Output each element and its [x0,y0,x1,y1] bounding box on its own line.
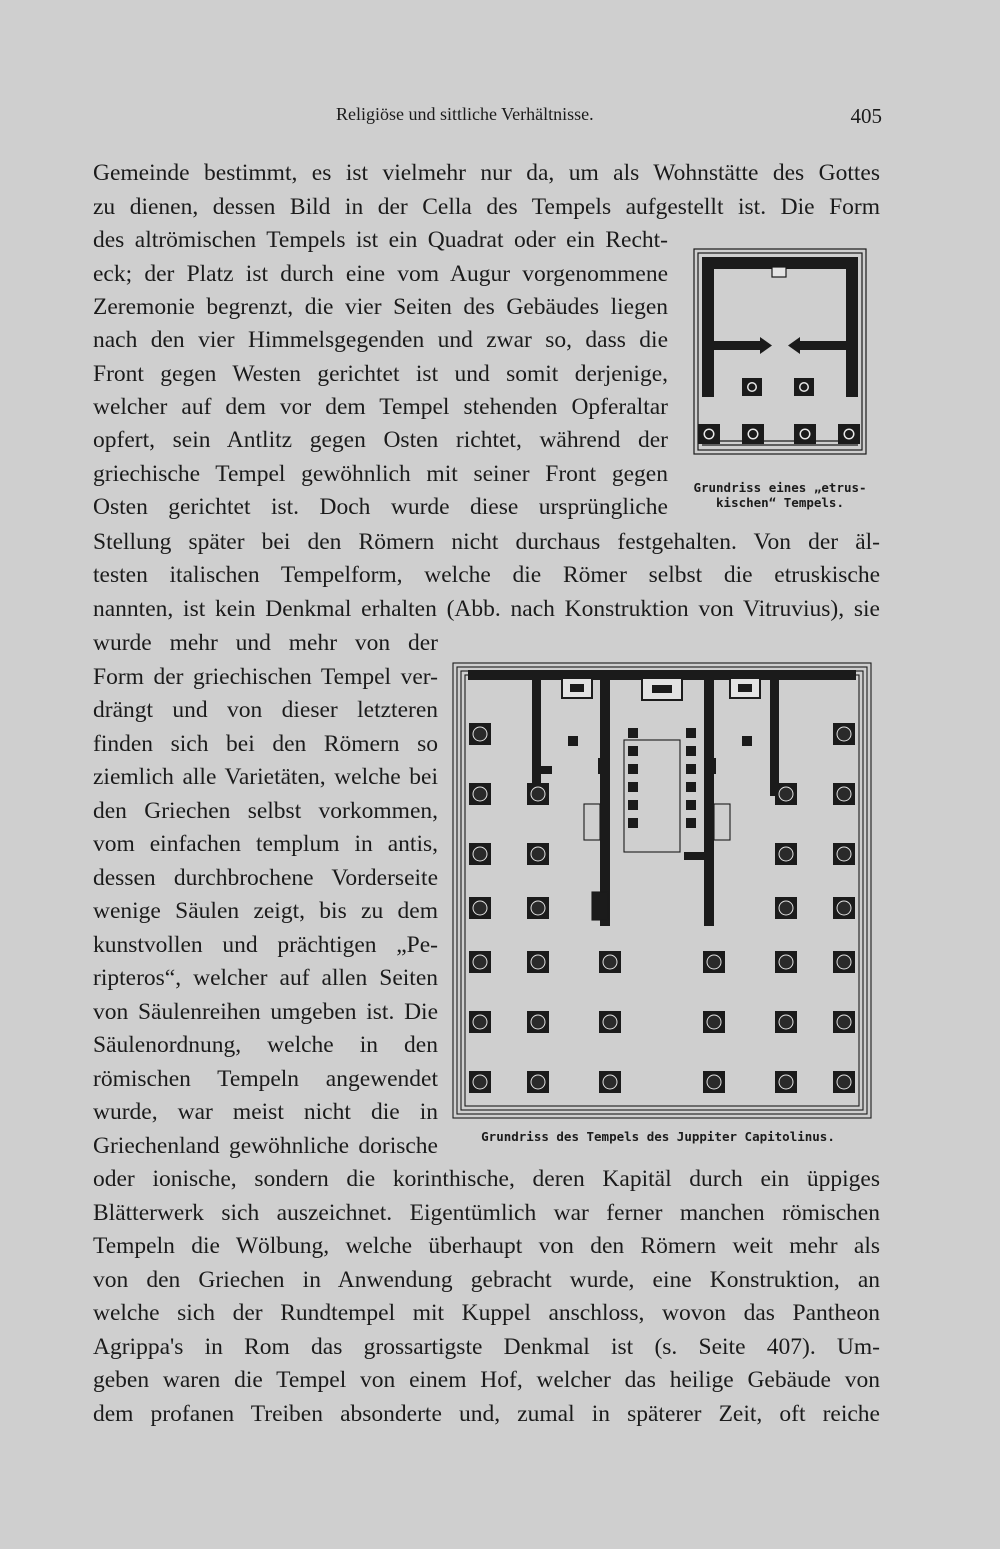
text-line: Agrippa's in Rom das grossartigste Denkmal ist (s. Seite 407). Um- [93,1334,880,1360]
etruscan-temple-plan [690,245,870,460]
text-line: römischen Tempeln angewendet [93,1066,438,1092]
column-drum [707,1075,721,1089]
column-drum [779,1015,793,1029]
column-drum [707,1015,721,1029]
text-line: eck; der Platz ist durch eine vom Augur vorgenommene [93,261,668,287]
text-line: Front gegen Westen gerichtet ist und somit derjenige, [93,361,668,387]
text-line: welcher auf dem vor dem Tempel stehenden Opferaltar [93,394,668,420]
column-drum [473,901,487,915]
capitoline-plan-caption: Grundriss des Tempels des Juppiter Capitolinus. [481,1129,835,1144]
text-line: kunstvollen und prächtigen „Pe- [93,932,438,958]
etruscan-plan-caption [680,480,880,510]
text-line: testen italischen Tempelform, welche die Römer selbst die etruskische [93,562,880,588]
text-line: oder ionische, sondern die korinthische, deren Kapitäl durch ein üppiges [93,1166,880,1192]
text-line: zu dienen, dessen Bild in der Cella des Tempels aufgestellt ist. Die Form [93,194,880,220]
text-line: opfert, sein Antlitz gegen Osten richtet, während der [93,427,668,453]
text-line: drängt und von dieser letzteren [93,697,438,723]
column-drum [837,901,851,915]
column-drum [603,1075,617,1089]
column-drum [837,1075,851,1089]
column-drum [779,847,793,861]
text-line: griechische Tempel gewöhnlich mit seiner Front gegen [93,461,668,487]
column-drum [531,955,545,969]
text-line: wurde mehr und mehr von der [93,630,438,656]
text-line: dem profanen Treiben absonderte und, zumal in späterer Zeit, oft reiche [93,1401,880,1427]
column-drum [473,787,487,801]
column-drum [837,847,851,861]
text-line: geben waren die Tempel von einem Hof, welcher das heilige Gebäude von [93,1367,880,1393]
column-drum [779,1075,793,1089]
text-line: Säulenordnung, welche in den [93,1032,438,1058]
caption-line: kischen“ Tempels. [716,495,844,510]
caption-line: Grundriss eines „etrus- [693,480,867,495]
text-line: wenige Säulen zeigt, bis zu dem [93,898,438,924]
text-line: finden sich bei den Römern so [93,731,438,757]
column-drum [779,901,793,915]
text-line: Griechenland gewöhnliche dorische [93,1133,438,1159]
text-line: nannten, ist kein Denkmal erhalten (Abb. nach Konstruktion von Vitruvius), sie [93,596,880,622]
column-drum [779,787,793,801]
column-drum [837,787,851,801]
column-drum [531,1015,545,1029]
text-line: von den Griechen in Anwendung gebracht wurde, eine Konstruktion, an [93,1267,880,1293]
column-drum [603,1015,617,1029]
column-drum [707,955,721,969]
text-line: vom einfachen templum in antis, [93,831,438,857]
column-drum [837,727,851,741]
text-line: dessen durchbrochene Vorderseite [93,865,438,891]
jupiter-capitolinus-plan [452,662,872,1119]
column-drum [837,955,851,969]
text-line: des altrömischen Tempels ist ein Quadrat oder ein Recht- [93,227,668,253]
column-drum [779,955,793,969]
column-drum [473,955,487,969]
text-line: Zeremonie begrenzt, die vier Seiten des Gebäudes liegen [93,294,668,320]
column-drum [473,727,487,741]
text-line: nach den vier Himmelsgegenden und zwar so, dass die [93,327,668,353]
text-line: Stellung später bei den Römern nicht durchaus festgehalten. Von der äl- [93,529,880,555]
text-line: ziemlich alle Varietäten, welche bei [93,764,438,790]
column-drum [837,1015,851,1029]
running-title: Religiöse und sittliche Verhältnisse. [336,104,594,124]
text-line: welche sich der Rundtempel mit Kuppel anschloss, wovon das Pantheon [93,1300,880,1326]
column-drum [531,847,545,861]
text-line: von Säulenreihen umgeben ist. Die [93,999,438,1025]
column-drum [531,787,545,801]
text-line: Tempeln die Wölbung, welche überhaupt von den Römern weit mehr als [93,1233,880,1259]
text-line: ripteros“, welcher auf allen Seiten [93,965,438,991]
column-drum [473,1015,487,1029]
column-drum [603,955,617,969]
running-header [92,104,882,132]
text-line: Form der griechischen Tempel ver- [93,664,438,690]
text-line: Blätterwerk sich auszeichnet. Eigentümlich war ferner manchen römischen [93,1200,880,1226]
text-line: Gemeinde bestimmt, es ist vielmehr nur da, um als Wohnstätte des Gottes [93,160,880,186]
text-line: den Griechen selbst vorkommen, [93,798,438,824]
column-drum [473,847,487,861]
column-drum [531,901,545,915]
page-number: 405 [850,104,882,128]
text-line: wurde, war meist nicht die in [93,1099,438,1125]
column-drum [531,1075,545,1089]
column-drum [473,1075,487,1089]
text-line: Osten gerichtet ist. Doch wurde diese ursprüngliche [93,494,668,520]
